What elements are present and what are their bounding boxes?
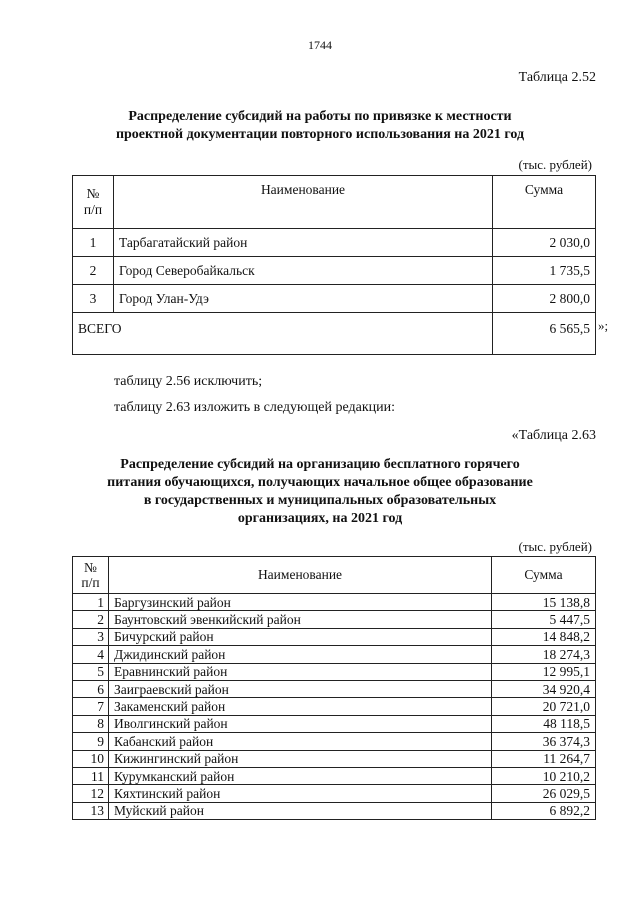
row-name: Заиграевский район — [109, 680, 492, 697]
table1 — [72, 175, 596, 355]
table1-total-row — [73, 313, 596, 355]
row-num: 1 — [73, 229, 114, 257]
row-sum: 2 800,0 — [493, 285, 596, 313]
table2-unit: (тыс. рублей) — [518, 539, 592, 554]
row-sum: 36 374,3 — [492, 733, 596, 750]
table2-header-name: Наименование — [109, 557, 492, 594]
table2-label: «Таблица 2.63 — [511, 428, 596, 443]
row-num: 11 — [73, 767, 109, 784]
row-sum: 34 920,4 — [492, 680, 596, 697]
table1-title — [0, 108, 640, 144]
row-num: 10 — [73, 750, 109, 767]
table-row — [73, 715, 596, 732]
row-name: Муйский район — [109, 802, 492, 819]
row-num: 6 — [73, 680, 109, 697]
row-num: 1 — [73, 594, 109, 611]
header-num-sign: № — [86, 186, 100, 201]
row-sum: 2 030,0 — [493, 229, 596, 257]
row-sum: 26 029,5 — [492, 785, 596, 802]
row-name: Курумканский район — [109, 767, 492, 784]
table2 — [72, 556, 596, 820]
table1-header-name: Наименование — [114, 176, 493, 229]
table1-title-line1: Распределение субсидий на работы по привязке к местности — [128, 109, 512, 124]
table-row — [73, 663, 596, 680]
table1-title-line2: проектной документации повторного использования на 2021 год — [115, 127, 525, 142]
header-num-pp: п/п — [83, 202, 103, 217]
table-row — [73, 767, 596, 784]
table-row — [73, 229, 596, 257]
table1-header-row — [73, 176, 596, 229]
closing-quote: »; — [598, 318, 609, 333]
row-name: Кабанский район — [109, 733, 492, 750]
table-row — [73, 257, 596, 285]
row-name: Баргузинский район — [109, 594, 492, 611]
table-row — [73, 594, 596, 611]
total-label: ВСЕГО — [73, 313, 493, 355]
row-name: Кяхтинский район — [109, 785, 492, 802]
row-num: 5 — [73, 663, 109, 680]
row-name: Кижингинский район — [109, 750, 492, 767]
row-num: 4 — [73, 646, 109, 663]
table-row — [73, 785, 596, 802]
row-sum: 5 447,5 — [492, 611, 596, 628]
table2-title-line1: Распределение субсидий на организацию бесплатного горячего — [120, 457, 520, 472]
table-row — [73, 285, 596, 313]
total-sum: 6 565,5 — [493, 313, 596, 355]
table-row — [73, 646, 596, 663]
row-num: 13 — [73, 802, 109, 819]
row-name: Закаменский район — [109, 698, 492, 715]
table-row — [73, 698, 596, 715]
table1-label: Таблица 2.52 — [518, 70, 596, 85]
row-sum: 10 210,2 — [492, 767, 596, 784]
table2-header-sum: Сумма — [492, 557, 596, 594]
row-sum: 15 138,8 — [492, 594, 596, 611]
row-num: 2 — [73, 611, 109, 628]
row-sum: 14 848,2 — [492, 628, 596, 645]
row-num: 9 — [73, 733, 109, 750]
table2-title-line2: питания обучающихся, получающих начальное общее образование — [107, 475, 533, 490]
row-name: Еравнинский район — [109, 663, 492, 680]
table-row — [73, 611, 596, 628]
row-sum: 12 995,1 — [492, 663, 596, 680]
row-sum: 20 721,0 — [492, 698, 596, 715]
table1-header-num — [73, 176, 114, 229]
page-number: 1744 — [308, 38, 332, 52]
row-name: Город Улан-Удэ — [114, 285, 493, 313]
table2-header-row — [73, 557, 596, 594]
paragraph-exclude: таблицу 2.56 исключить; — [114, 374, 263, 389]
table-row — [73, 733, 596, 750]
table1-unit: (тыс. рублей) — [518, 157, 592, 172]
row-num: 8 — [73, 715, 109, 732]
paragraph-edit: таблицу 2.63 изложить в следующей редакции: — [114, 400, 396, 415]
table-row — [73, 680, 596, 697]
row-num: 12 — [73, 785, 109, 802]
table2-title-line3: в государственных и муниципальных образовательных — [143, 493, 497, 508]
row-num: 2 — [73, 257, 114, 285]
header-num-pp: п/п — [81, 575, 100, 590]
row-name: Баунтовский эвенкийский район — [109, 611, 492, 628]
table-row — [73, 750, 596, 767]
table2-header-num — [73, 557, 109, 594]
row-name: Тарбагатайский район — [114, 229, 493, 257]
row-name: Бичурский район — [109, 628, 492, 645]
table2-title-line4: организациях, на 2021 год — [237, 511, 403, 526]
row-name: Город Северобайкальск — [114, 257, 493, 285]
header-num-sign: № — [84, 560, 97, 575]
row-num: 3 — [73, 285, 114, 313]
row-sum: 48 118,5 — [492, 715, 596, 732]
row-sum: 18 274,3 — [492, 646, 596, 663]
row-name: Джидинский район — [109, 646, 492, 663]
row-num: 3 — [73, 628, 109, 645]
row-sum: 1 735,5 — [493, 257, 596, 285]
row-name: Иволгинский район — [109, 715, 492, 732]
row-sum: 6 892,2 — [492, 802, 596, 819]
table2-title — [0, 456, 640, 528]
table-row — [73, 802, 596, 819]
row-sum: 11 264,7 — [492, 750, 596, 767]
table1-header-sum: Сумма — [493, 176, 596, 229]
row-num: 7 — [73, 698, 109, 715]
table-row — [73, 628, 596, 645]
